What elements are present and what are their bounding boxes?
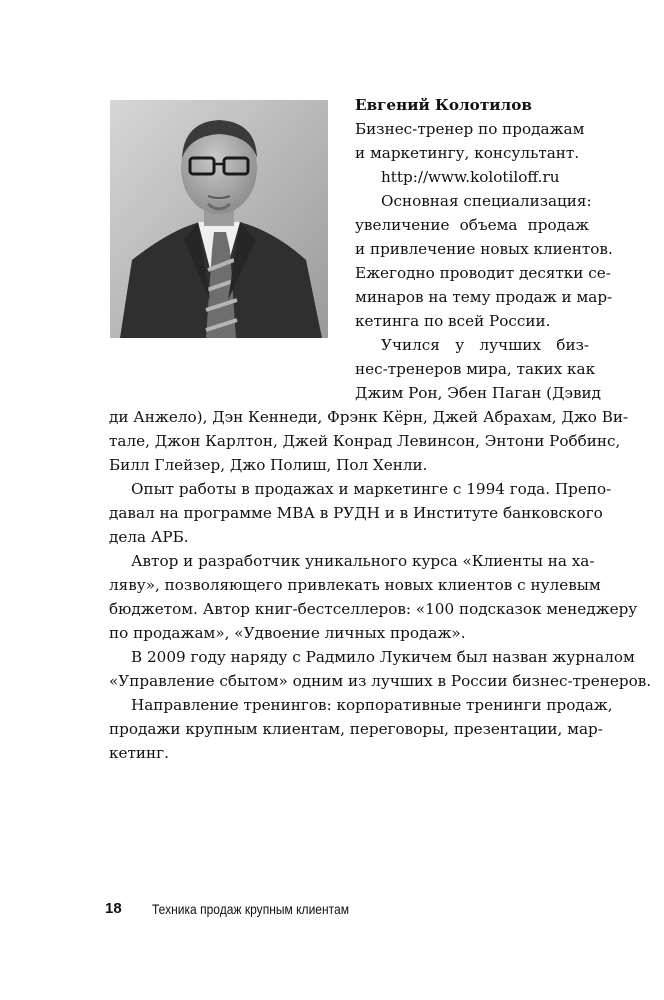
bio-line: кетинга по всей России. — [355, 312, 551, 330]
bio-line: «Управление сбытом» одним из лучших в России бизнес-тренеров. — [109, 672, 652, 690]
author-name: Евгений Колотилов — [355, 96, 532, 114]
bio-line: Билл Глейзер, Джо Полиш, Пол Хенли. — [109, 456, 428, 474]
bio-line: Автор и разработчик уникального курса «Клиенты на ха- — [131, 552, 595, 570]
bio-line: Направление тренингов: корпоративные тренинги продаж, — [131, 696, 613, 714]
bio-line: кетинг. — [109, 744, 169, 762]
bio-line: по продажам», «Удвоение личных продаж». — [109, 624, 466, 642]
bio-line: нес-тренеров мира, таких как — [355, 360, 596, 378]
bio-line: и привлечение новых клиентов. — [355, 240, 613, 258]
bio-line: Ежегодно проводит десятки се- — [355, 264, 611, 282]
website-link[interactable]: http://www.kolotiloff.ru — [381, 168, 560, 186]
bio-line: ди Анжело), Дэн Кеннеди, Фрэнк Кёрн, Джей Абрахам, Джо Ви- — [109, 408, 629, 426]
bio-line: Учился у лучших биз- — [381, 336, 589, 354]
author-portrait-icon — [110, 100, 328, 338]
bio-line: ляву», позволяющего привлекать новых клиентов с нулевым — [109, 576, 601, 594]
bio-line: продажи крупным клиентам, переговоры, презентации, мар- — [109, 720, 603, 738]
page-number: 18 — [105, 900, 122, 917]
bio-line: Джим Рон, Эбен Паган (Дэвид — [355, 384, 601, 402]
bio-line: В 2009 году наряду с Радмило Лукичем был назван журналом — [131, 648, 635, 666]
bio-line: минаров на тему продаж и мар- — [355, 288, 613, 306]
running-title: Техника продаж крупным клиентам — [152, 901, 349, 917]
bio-line: Бизнес-тренер по продажам — [355, 120, 585, 138]
bio-line: увеличение объема продаж — [355, 216, 589, 234]
bio-line: дела АРБ. — [109, 528, 189, 546]
bio-line: и маркетингу, консультант. — [355, 144, 580, 162]
bio-line: Опыт работы в продажах и маркетинге с 1994 года. Препо- — [131, 480, 612, 498]
bio-line: Основная специализация: — [381, 192, 592, 210]
bio-line: бюджетом. Автор книг-бестселлеров: «100 подсказок менеджеру — [109, 600, 638, 618]
bio-line: давал на программе МВА в РУДН и в Институте банковского — [109, 504, 603, 522]
bio-line: тале, Джон Карлтон, Джей Конрад Левинсон, Энтони Роббинс, — [109, 432, 621, 450]
